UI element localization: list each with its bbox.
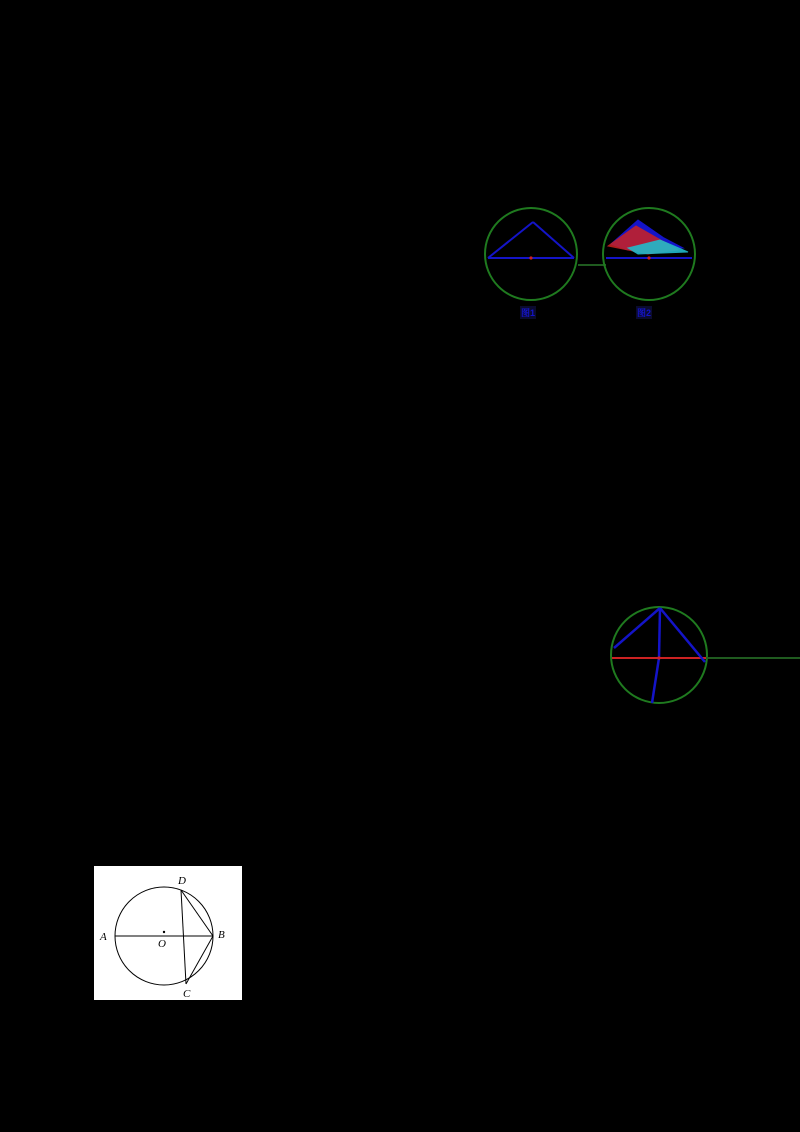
center-point-dot — [163, 931, 165, 933]
single-circle-svg — [606, 600, 800, 714]
single-circle-chord-1 — [614, 608, 660, 648]
two-circles-svg — [478, 200, 706, 320]
single-circle-radius-line — [659, 608, 660, 658]
single-circle-center-mark — [657, 656, 660, 659]
label-d: D — [178, 875, 186, 887]
single-circle-chord-2 — [660, 608, 705, 662]
label-a: A — [100, 931, 107, 943]
label-o: O — [158, 938, 166, 950]
lettered-circle-svg — [94, 866, 242, 1000]
segment-db — [181, 890, 213, 936]
right-circle-center-mark — [647, 256, 650, 259]
lettered-circle-figure — [94, 866, 242, 1000]
two-circles-figure — [478, 200, 706, 320]
single-circle-figure — [606, 600, 800, 714]
left-circle-center-mark — [529, 256, 532, 259]
left-circle-chord-1 — [488, 222, 533, 258]
single-circle-chord-3 — [652, 658, 659, 703]
segment-cb — [186, 936, 213, 984]
figure-2-caption: 图2 — [637, 308, 652, 318]
figure-1-caption: 图1 — [521, 308, 536, 318]
label-c: C — [183, 988, 191, 1000]
label-b: B — [218, 929, 225, 941]
left-circle-outline — [485, 208, 577, 300]
segment-dc — [181, 890, 186, 984]
